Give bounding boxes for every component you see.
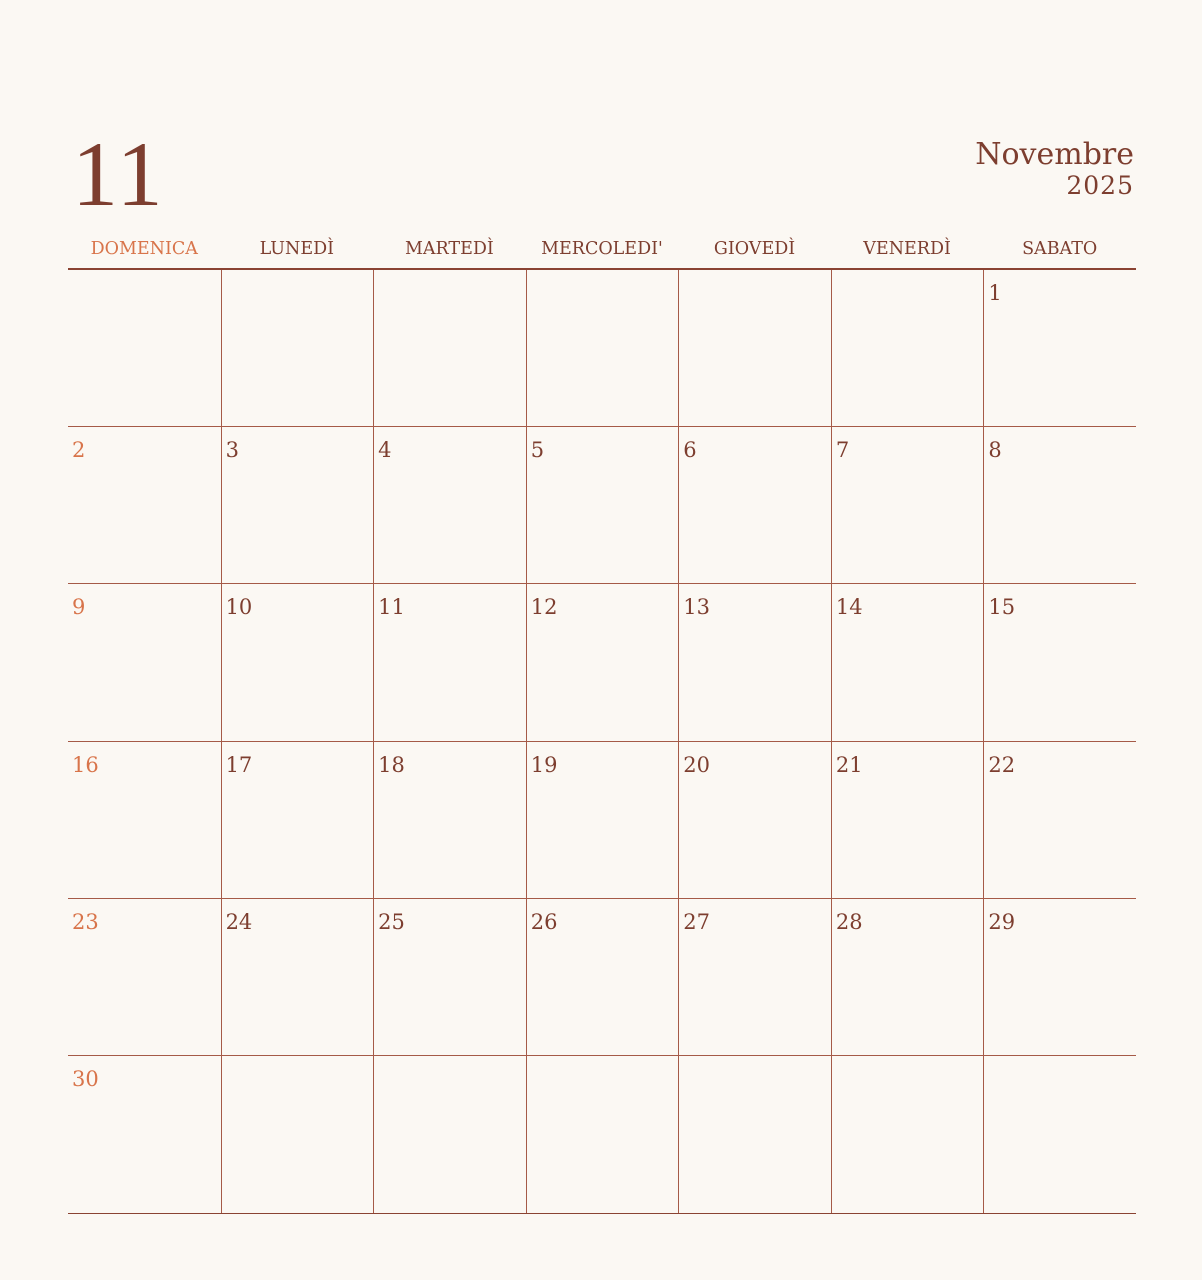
- day-cell[interactable]: [221, 427, 374, 584]
- day-number: 19: [530, 752, 558, 777]
- day-cell[interactable]: [526, 427, 679, 584]
- month-number: 11: [72, 123, 165, 225]
- day-number: 25: [378, 909, 405, 934]
- day-cell[interactable]: [831, 1056, 984, 1213]
- day-cell[interactable]: [221, 270, 374, 427]
- day-cell[interactable]: [678, 427, 831, 584]
- day-number: 7: [835, 438, 850, 463]
- day-number: 16: [72, 752, 99, 777]
- day-cell[interactable]: [831, 742, 984, 899]
- day-cell[interactable]: [373, 427, 526, 584]
- day-number: 28: [835, 909, 863, 934]
- weekday-sunday: DOMENICA: [90, 239, 198, 259]
- day-number: 8: [988, 438, 1002, 463]
- year: 2025: [1066, 171, 1134, 200]
- day-number: 18: [378, 752, 405, 777]
- day-number: 13: [683, 595, 711, 620]
- day-cell[interactable]: [678, 1056, 831, 1213]
- day-cell[interactable]: [526, 584, 679, 741]
- day-number: 6: [683, 438, 697, 463]
- day-number: 21: [835, 752, 863, 777]
- calendar-grid: [68, 270, 1136, 1214]
- day-cell[interactable]: [678, 742, 831, 899]
- day-cell[interactable]: [678, 270, 831, 427]
- day-cell[interactable]: [68, 584, 221, 741]
- day-number: 22: [988, 752, 1016, 777]
- day-number: 14: [835, 595, 863, 620]
- day-cell[interactable]: [373, 584, 526, 741]
- day-cell[interactable]: [983, 1056, 1136, 1213]
- day-number: 12: [530, 595, 558, 620]
- day-number: 3: [225, 438, 239, 463]
- day-cell[interactable]: [221, 742, 374, 899]
- weekday-saturday: SABATO: [1022, 239, 1098, 259]
- weekday-tuesday: MARTEDÌ: [404, 239, 494, 259]
- day-cell[interactable]: [68, 899, 221, 1056]
- day-cell[interactable]: [221, 1056, 374, 1213]
- day-cell[interactable]: [373, 742, 526, 899]
- day-cell[interactable]: [526, 1056, 679, 1213]
- day-cell[interactable]: [221, 584, 374, 741]
- day-number: 1: [988, 281, 1002, 305]
- day-number: 10: [225, 595, 253, 620]
- day-number: 5: [530, 438, 545, 463]
- day-cell[interactable]: [983, 899, 1136, 1056]
- day-number: 11: [378, 595, 405, 620]
- day-cell[interactable]: [831, 427, 984, 584]
- day-number: 29: [988, 909, 1016, 934]
- day-number: 23: [72, 909, 99, 934]
- day-number: 17: [225, 752, 253, 777]
- day-cell[interactable]: [373, 270, 526, 427]
- weekday-header-row: [68, 236, 1136, 268]
- day-cell[interactable]: [831, 584, 984, 741]
- day-cell[interactable]: [68, 270, 221, 427]
- day-cell[interactable]: [983, 584, 1136, 741]
- day-cell[interactable]: [68, 427, 221, 584]
- weekday-monday: LUNEDÌ: [259, 239, 335, 259]
- day-cell[interactable]: [831, 270, 984, 427]
- day-cell[interactable]: [373, 1056, 526, 1213]
- day-number: 15: [988, 595, 1016, 620]
- day-cell[interactable]: [68, 742, 221, 899]
- day-number: 30: [72, 1066, 99, 1091]
- day-cell[interactable]: [526, 270, 679, 427]
- day-cell[interactable]: [831, 899, 984, 1056]
- weekday-friday: VENERDÌ: [863, 239, 951, 259]
- day-cell[interactable]: [373, 899, 526, 1056]
- day-cell[interactable]: [678, 899, 831, 1056]
- day-number: 9: [72, 595, 86, 620]
- day-cell[interactable]: [526, 899, 679, 1056]
- weekday-thursday: GIOVEDÌ: [713, 239, 796, 259]
- day-cell[interactable]: [983, 742, 1136, 899]
- day-number: 24: [225, 909, 253, 934]
- day-number: 26: [530, 909, 558, 934]
- day-cell[interactable]: [678, 584, 831, 741]
- day-number: 20: [683, 752, 711, 777]
- month-name: Novembre: [975, 137, 1134, 172]
- day-number: 2: [72, 438, 86, 463]
- day-cell[interactable]: [68, 1056, 221, 1213]
- day-cell[interactable]: [983, 270, 1136, 427]
- day-cell[interactable]: [526, 742, 679, 899]
- day-cell[interactable]: [221, 899, 374, 1056]
- day-number: 27: [683, 909, 711, 934]
- day-cell[interactable]: [983, 427, 1136, 584]
- day-number: 4: [378, 438, 392, 463]
- weekday-wednesday: MERCOLEDI': [541, 239, 663, 259]
